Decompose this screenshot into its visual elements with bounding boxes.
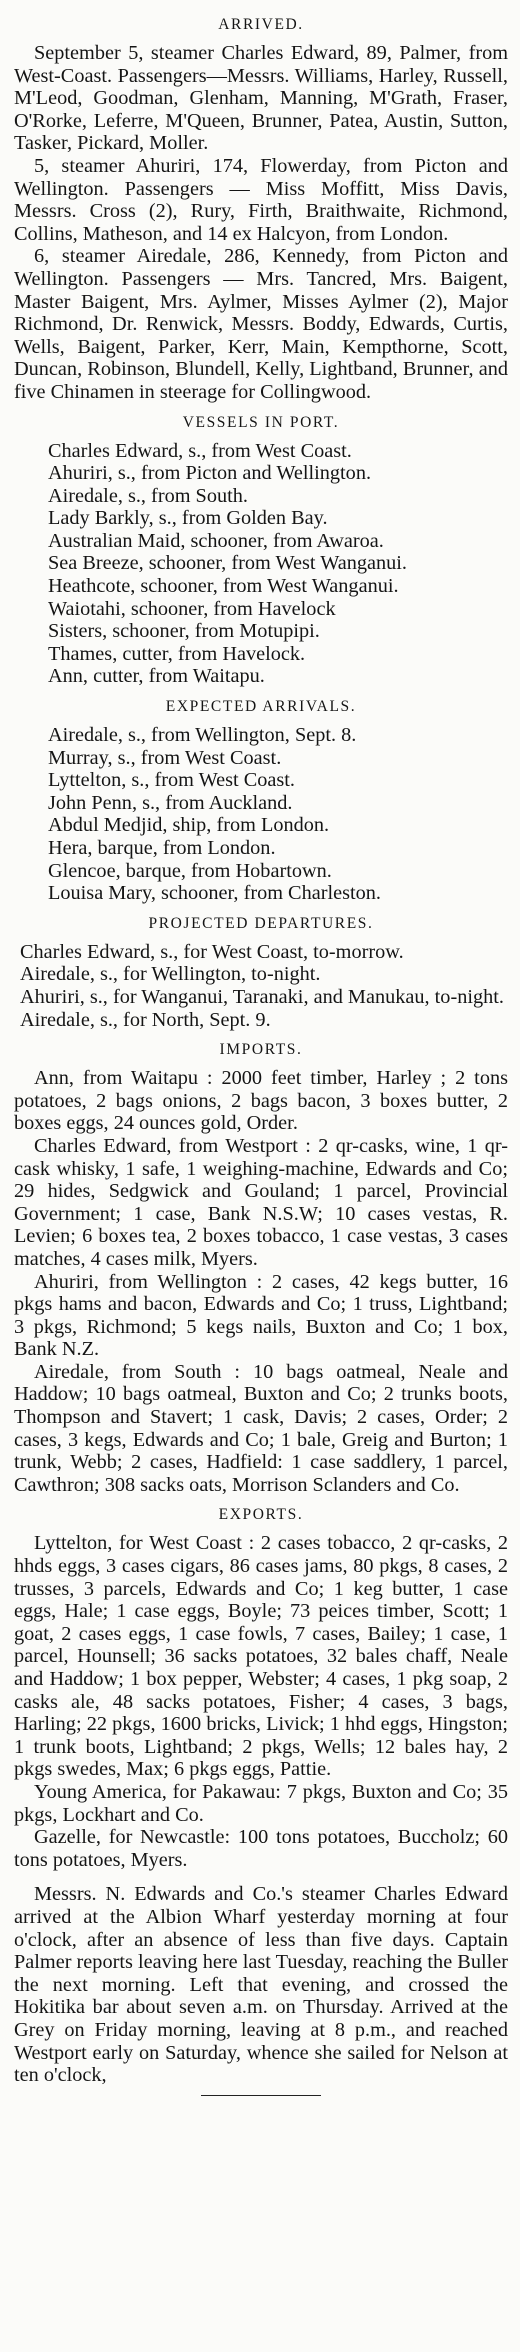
import-entry: Airedale, from South : 10 bags oatmeal, Neale and Haddow; 10 bags oatmeal, Buxton and Co; 2 trunks boots, Thompson and Stavert; 1 cask, Davis; 2 cases, Order; 2 cases, 3 kegs, Edwards and Co; 1 bale, Greig and Burton; 1 trunk, Webb; 2 cases, Hadfield: 1 case saddlery, 1 parcel, Cawthron; 308 sacks oats, Morrison Sclanders and Co.: [14, 1360, 508, 1496]
list-item: Glencoe, barque, from Hobartown.: [48, 859, 332, 882]
list-item: Airedale, s., for North, Sept. 9.: [20, 1008, 271, 1031]
vessels-in-port-list: [14, 440, 508, 689]
list-item: Sea Breeze, schooner, from West Wanganui.: [48, 552, 407, 575]
vessels-in-port-heading: VESSELS IN PORT.: [182, 413, 340, 431]
arrived-entry: 6, steamer Airedale, 286, Kennedy, from Picton and Wellington. Passengers — Mrs. Tancred, Mrs. Baigent, Master Baigent, Mrs. Aylmer, Misses Aylmer (2), Major Richmond, Dr. Renwick, Messrs. Boddy, Edwards, Curtis, Wells, Baigent, Parker, Kerr, Main, Kempthorne, Scott, Duncan, Robinson, Blundell, Kelly, Lightband, Brunner, and five Chinamen in steerage for Collingwood.: [14, 245, 508, 403]
list-item: Ann, cutter, from Waitapu.: [48, 665, 265, 688]
newspaper-shipping-column: [14, 0, 508, 2096]
list-item: Waiotahi, schooner, from Havelock: [48, 597, 336, 620]
export-entry: Lyttelton, for West Coast : 2 cases tobacco, 2 qr-casks, 2 hhds eggs, 3 cases cigars, 86 cases jams, 80 pkgs, 8 cases, 2 trusses, 3 parcels, Edwards and Co; 1 keg butter, 1 case eggs, Hale; 1 case eggs, Boyle; 73 peices timber, Scott; 1 goat, 2 cases eggs, 1 case fowls, 7 cases, Bailey; 1 case, 1 parcel, Hounsell; 36 sacks potatoes, 32 bales chaff, Neale and Haddow; 1 box pepper, Webster; 4 cases, 1 pkg soap, 2 casks ale, 48 sacks potatoes, Fisher; 4 cases, 3 bags, Harling; 22 pkgs, 1600 bricks, Livick; 1 hhd eggs, Hingston; 1 trunk boots, Lightband; 2 pkgs, Wells; 12 bales hay, 2 pkgs swedes, Max; 6 pkgs eggs, Pattie.: [14, 1532, 508, 1781]
list-item: Ahuriri, s., from Picton and Wellington.: [48, 462, 372, 485]
exports-heading: EXPORTS.: [218, 1506, 304, 1524]
projected-departures-list: [14, 941, 508, 1031]
list-item: Lyttelton, s., from West Coast.: [48, 769, 295, 792]
list-item: Lady Barkly, s., from Golden Bay.: [48, 507, 328, 530]
expected-arrivals-list: [14, 724, 508, 905]
list-item: Australian Maid, schooner, from Awaroa.: [48, 529, 384, 552]
projected-departures-heading: PROJECTED DEPARTURES.: [148, 914, 374, 932]
column-rule: [201, 2095, 321, 2096]
imports-heading: IMPORTS.: [219, 1041, 303, 1059]
list-item: Airedale, s., from Wellington, Sept. 8.: [48, 724, 357, 747]
list-item: Thames, cutter, from Havelock.: [48, 642, 306, 665]
export-entry: Gazelle, for Newcastle: 100 tons potatoes, Buccholz; 60 tons potatoes, Myers.: [14, 1826, 508, 1871]
list-item: John Penn, s., from Auckland.: [48, 791, 293, 814]
list-item: Louisa Mary, schooner, from Charleston.: [48, 882, 381, 905]
news-paragraph: Messrs. N. Edwards and Co.'s steamer Charles Edward arrived at the Albion Wharf yesterday morning at four o'clock, after an absence of less than five days. Captain Palmer reports leaving here last Tuesday, reaching the Buller the next morning. Left that evening, and crossed the Hokitika bar about seven a.m. on Thursday. Arrived at the Grey on Friday morning, leaving at 8 p.m., and reached Westport early on Saturday, whence she sailed for Nelson at ten o'clock,: [14, 1883, 508, 2087]
list-item: Hera, barque, from London.: [48, 837, 276, 859]
list-item: Heathcote, schooner, from West Wanganui.: [48, 575, 399, 598]
list-item: Charles Edward, s., for West Coast, to-morrow.: [20, 940, 404, 963]
import-entry: Ann, from Waitapu : 2000 feet timber, Harley ; 2 tons potatoes, 2 bags onions, 2 bags bacon, 3 boxes butter, 2 boxes eggs, 24 ounces gold, Order.: [14, 1067, 508, 1135]
list-item: Ahuriri, s., for Wanganui, Taranaki, and Manukau, to-night.: [20, 985, 504, 1008]
list-item: Airedale, s., from South.: [48, 484, 248, 507]
arrived-entry: 5, steamer Ahuriri, 174, Flowerday, from Picton and Wellington. Passengers — Miss Moffitt, Miss Davis, Messrs. Cross (2), Rury, Firth, Braithwaite, Richmond, Collins, Matheson, and 14 ex Halcyon, from London.: [14, 154, 508, 245]
import-entry: Charles Edward, from Westport : 2 qr-casks, wine, 1 qr-cask whisky, 1 safe, 1 weighing-machine, Edwards and Co; 29 hides, Sedgwick and Gouland; 1 parcel, Provincial Government; 1 case, Bank N.S.W; 10 cases vestas, R. Levien; 6 boxes tea, 2 boxes tobacco, 1 case vestas, 3 cases matches, 4 cases milk, Myers.: [14, 1134, 508, 1270]
list-item: Airedale, s., for Wellington, to-night.: [20, 963, 321, 986]
export-entry: Young America, for Pakawau: 7 pkgs, Buxton and Co; 35 pkgs, Lockhart and Co.: [14, 1780, 508, 1826]
expected-arrivals-heading: EXPECTED ARRIVALS.: [165, 698, 357, 716]
arrived-heading: ARRIVED.: [218, 16, 304, 33]
list-item: Murray, s., from West Coast.: [48, 746, 282, 769]
list-item: Sisters, schooner, from Motupipi.: [48, 620, 320, 643]
list-item: Charles Edward, s., from West Coast.: [48, 439, 352, 462]
import-entry: Ahuriri, from Wellington : 2 cases, 42 kegs butter, 16 pkgs hams and bacon, Edwards and Co; 1 truss, Lightband; 3 pkgs, Richmond; 5 kegs nails, Buxton and Co; 1 box, Bank N.Z.: [14, 1270, 508, 1361]
list-item: Abdul Medjid, ship, from London.: [48, 814, 330, 837]
arrived-entry: September 5, steamer Charles Edward, 89, Palmer, from West-Coast. Passengers—Messrs. Williams, Harley, Russell, M'Leod, Goodman, Glenham, Manning, M'Grath, Fraser, O'Rorke, Leferre, M'Queen, Brunner, Patea, Austin, Sutton, Tasker, Pickard, Moller.: [14, 42, 508, 155]
